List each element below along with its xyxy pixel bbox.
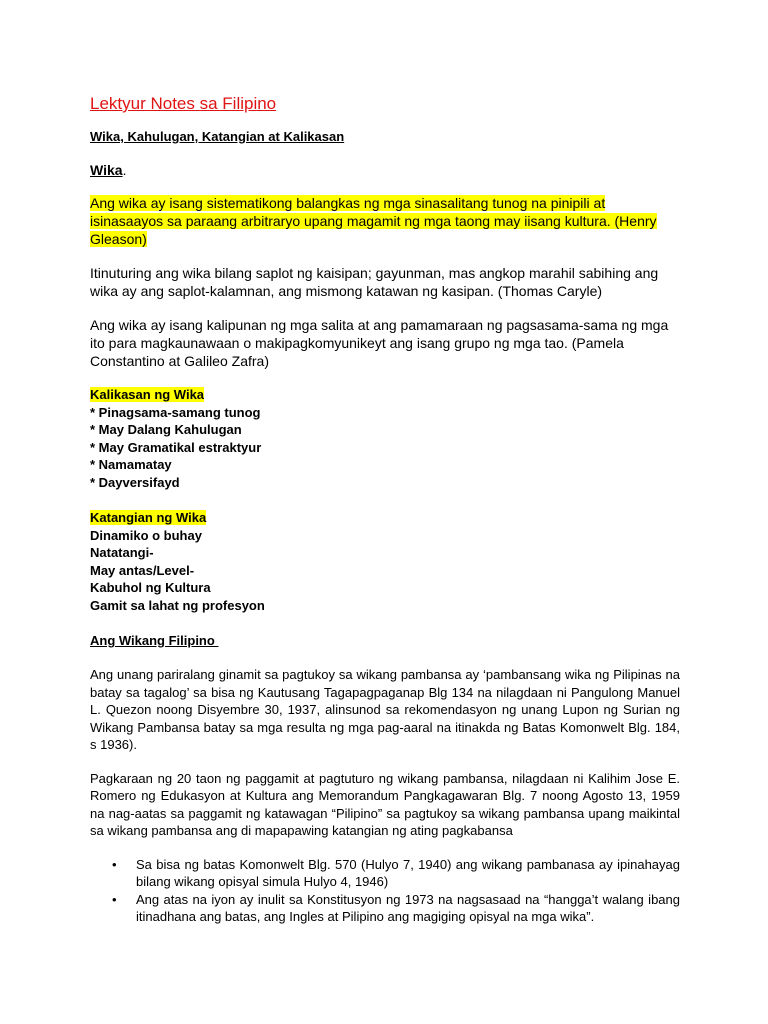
bullet-item-text: Ang atas na iyon ay inulit sa Konstitusyon ng 1973 na nagsasaad na “hangga’t walang ibang itinadhana ang batas, ang Ingles at Pilipino ang magiging opisyal na mga wika”. [136, 891, 680, 924]
katangian-item: Gamit sa lahat ng profesyon [90, 597, 265, 613]
wika-heading-period: . [122, 162, 127, 178]
document-subtitle: Wika, Kahulugan, Katangian at Kalikasan [90, 129, 345, 144]
definition-caryle: Itinuturing ang wika bilang saplot ng kaisipan; gayunman, mas angkop marahil sabihing ang wika ay ang saplot-kalamnan, ang mismong katawan ng kasipan. (Thomas Caryle) [90, 265, 659, 299]
katangian-item: Natatangi- [90, 545, 154, 560]
wika-heading [90, 161, 680, 179]
kalikasan-item: * Dayversifayd [90, 474, 180, 490]
kalikasan-item: * Namamatay [90, 457, 172, 472]
wikang-filipino-heading: Ang Wikang Filipino [90, 633, 219, 648]
filipino-paragraph: Ang unang pariralang ginamit sa pagtukoy sa wikang pambansa ay ‘pambansang wika ng Pilipinas na batay sa tagalog’ sa bisa ng Kautusang Tagapagpaganap Blg 134 na nilagdaan ni Pangulong Manuel L. Quezon noong Disyembre 30, 1937, alinsunod sa rekomendasyon ng unang Lupon ng Surian ng Wikang Pambansa batay sa mga resulta ng mga pag-aaral na itinakda ng Batas Komonwelt Blg. 184, s 1936). [90, 667, 680, 752]
bullet-item-text: Sa bisa ng batas Komonwelt Blg. 570 (Hulyo 7, 1940) ang wikang pambanasa ay ipinahayag bilang wikang opisyal simula Hulyo 4, 1946) [136, 856, 680, 889]
filipino-bullet-list [90, 856, 680, 926]
kalikasan-list [90, 404, 680, 492]
definition-gleason [90, 194, 680, 248]
filipino-paragraph: Pagkaraan ng 20 taon ng paggamit at pagtuturo ng wikang pambansa, nilagdaan ni Kalihim Jose E. Romero ng Edukasyon at Kultura ang Memorandum Pangkagawaran Blg. 7 noong Agosto 13, 1959 na nag-aatas sa paggamit ng katawagan “Pilipino” sa pagtukoy sa wikang pambansa upang maikintal sa wikang pambansa ang di mapapawing katangian ng ating pagkabansa [90, 770, 680, 838]
kalikasan-item: * May Gramatikal estraktyur [90, 439, 262, 455]
bullet-item [90, 891, 680, 926]
bullet-icon: • [112, 856, 117, 872]
wika-heading-text: Wika [90, 162, 123, 178]
bullet-icon: • [112, 891, 117, 907]
kalikasan-item: * Pinagsama-samang tunog [90, 404, 261, 420]
katangian-heading [90, 509, 680, 527]
katangian-item: Dinamiko o buhay [90, 527, 202, 543]
katangian-item: Kabuhol ng Kultura [90, 580, 211, 595]
definition-gleason-text: Ang wika ay isang sistematikong balangkas ng mga sinasalitang tunog na pinipili at isinasaayos sa paraang arbitraryo upang magamit ng mga taong may iisang kultura. (Henry Gleason) [90, 195, 657, 247]
definition-constantino-zafra: Ang wika ay isang kalipunan ng mga salita at ang pamamaraan ng pagsasama-sama ng mga ito para magkaunawaan o makipagkomyunikeyt ang isang grupo ng mga tao. (Pamela Constantino at Galileo Zafra) [90, 317, 669, 369]
katangian-list [90, 527, 680, 615]
bullet-item [90, 856, 680, 891]
kalikasan-heading [90, 386, 680, 404]
document-title: Lektyur Notes sa Filipino [90, 94, 277, 113]
katangian-item: May antas/Level- [90, 562, 195, 578]
kalikasan-item: * May Dalang Kahulugan [90, 422, 242, 437]
kalikasan-heading-text: Kalikasan ng Wika [90, 387, 205, 402]
katangian-heading-text: Katangian ng Wika [90, 510, 207, 525]
